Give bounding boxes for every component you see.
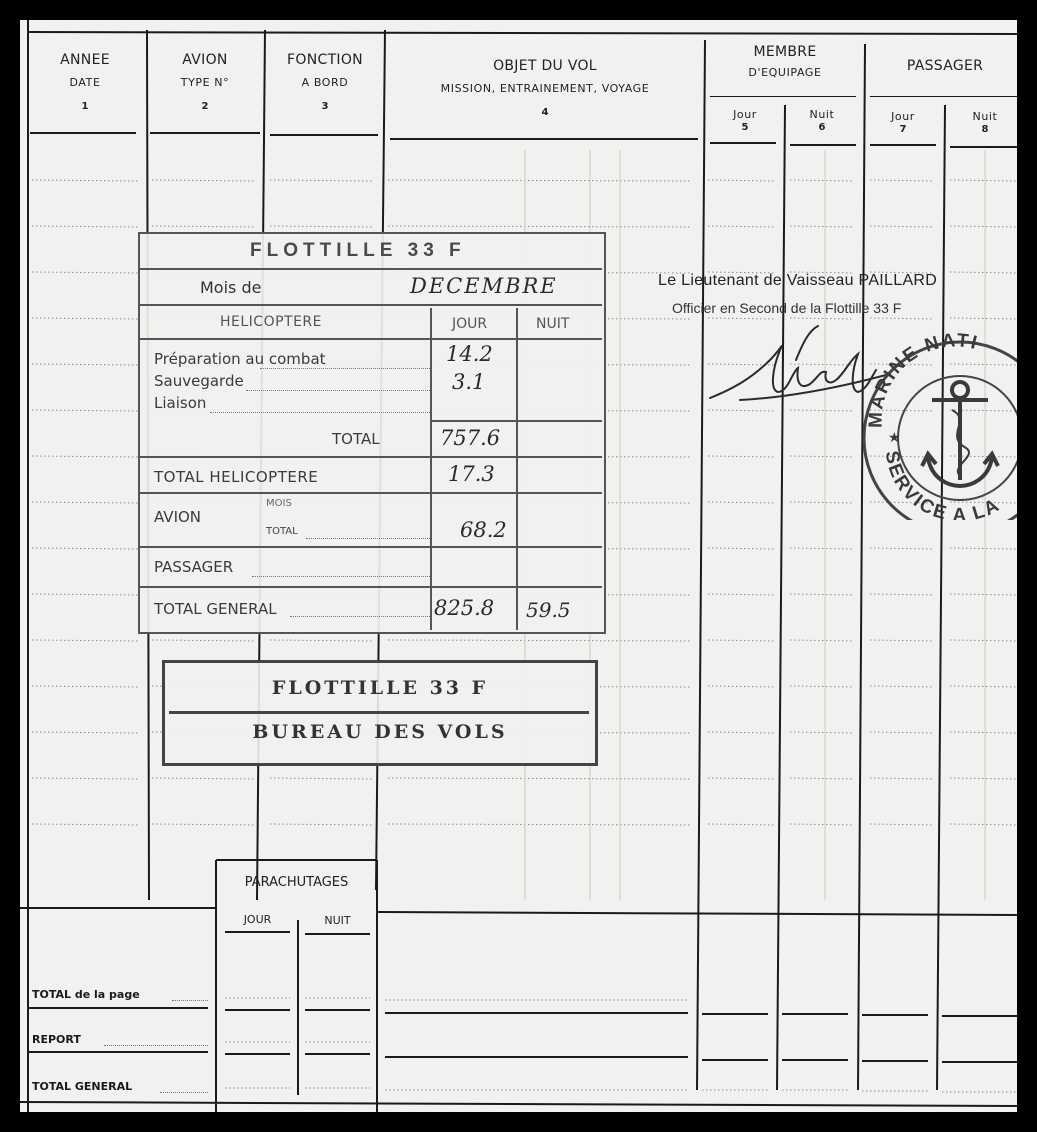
- ruled-row-line: [870, 548, 934, 549]
- col-header-annee-main: ANNEE: [60, 52, 110, 68]
- ruled-row-line: [870, 732, 934, 733]
- ruled-row-line: [32, 548, 138, 549]
- anchor-icon: [922, 382, 998, 486]
- ruled-row-line: [708, 686, 776, 687]
- stamp-col-divider: [516, 308, 518, 630]
- stamp-total-general-jour: 825.8: [434, 596, 495, 620]
- membre-nuit-num: 6: [818, 122, 826, 133]
- stamp-rule: [140, 546, 602, 548]
- col-header-annee-num: 1: [81, 101, 89, 112]
- ruled-row-line: [790, 732, 854, 733]
- membre-title: MEMBRE: [753, 44, 817, 60]
- ruled-row-line: [708, 180, 776, 181]
- stamp-row-label: Sauvegarde: [154, 372, 244, 390]
- stamp-col-divider: [430, 308, 432, 630]
- ruled-row-line: [152, 824, 256, 825]
- ruled-row-line: [708, 548, 776, 549]
- stamp-row-label: Préparation au combat: [154, 350, 326, 368]
- ruled-row-line: [388, 640, 692, 641]
- passager-jour-label: Jour: [891, 110, 915, 123]
- total-general-leader: [160, 1092, 208, 1093]
- stamp-total-jour: 757.6: [440, 426, 501, 450]
- ruled-row-line: [790, 502, 854, 503]
- stamp-leader: [306, 538, 430, 539]
- svg-text:MARINE NATI: [865, 330, 980, 428]
- ruled-row-line: [708, 732, 776, 733]
- ruled-row-line: [708, 640, 776, 641]
- ruled-row-line: [870, 318, 934, 319]
- ruled-row-line: [152, 180, 256, 181]
- ruled-row-line: [790, 548, 854, 549]
- ruled-row-line: [790, 456, 854, 457]
- col-header-objet-main: OBJET DU VOL: [493, 58, 597, 74]
- ruled-row-line: [790, 226, 854, 227]
- ruled-row-line: [870, 594, 934, 595]
- ruled-row-line: [32, 226, 138, 227]
- stamp-col-jour: JOUR: [452, 316, 488, 332]
- membre-subtitle: D'EQUIPAGE: [748, 66, 822, 79]
- stamp-leader: [260, 368, 430, 369]
- stamp-total-heli-label: TOTAL HELICOPTERE: [154, 468, 319, 486]
- col-header-avion-sub: TYPE N°: [180, 76, 230, 89]
- ruled-row-line: [32, 778, 138, 779]
- ruled-row-line: [152, 640, 256, 641]
- col-header-fonction-num: 3: [321, 101, 329, 112]
- ruled-row-line: [790, 686, 854, 687]
- stamp2-rule: [169, 711, 589, 714]
- ruled-row-line: [950, 778, 1017, 779]
- ruled-row-line: [950, 272, 1017, 273]
- ruled-row-line: [870, 824, 934, 825]
- membre-jour-num: 5: [741, 122, 749, 133]
- col-header-avion-main: AVION: [182, 52, 228, 68]
- ruled-row-line: [270, 778, 372, 779]
- officer-title: Officier en Second de la Flottille 33 F: [672, 300, 902, 316]
- ruled-row-line: [388, 778, 692, 779]
- ruled-row-line: [790, 640, 854, 641]
- total-general-label: TOTAL GENERAL: [32, 1080, 133, 1093]
- passager-nuit-num: 8: [981, 124, 989, 135]
- stamp2-line1: FLOTTILLE 33 F: [271, 677, 489, 699]
- stamp-total-heli-jour: 17.3: [448, 462, 495, 486]
- ruled-row-line: [950, 824, 1017, 825]
- ruled-row-line: [870, 180, 934, 181]
- ruled-row-line: [32, 502, 138, 503]
- total-page-leader: [172, 1000, 208, 1001]
- parachutages-nuit: NUIT: [324, 914, 351, 927]
- ruled-row-line: [708, 318, 776, 319]
- ruled-row-line: [152, 226, 256, 227]
- ruled-row-line: [32, 686, 138, 687]
- stamp-rule: [140, 586, 602, 588]
- stamp-passager-label: PASSAGER: [154, 558, 234, 576]
- stamp-total-general-label: TOTAL GENERAL: [154, 600, 277, 618]
- ruled-row-line: [790, 778, 854, 779]
- stamp-row-jour: 3.1: [452, 370, 486, 394]
- passager-title: PASSAGER: [906, 58, 984, 74]
- col-header-objet-num: 4: [541, 107, 549, 118]
- parachutages-title: PARACHUTAGES: [244, 875, 349, 890]
- ruled-row-line: [708, 594, 776, 595]
- ruled-row-line: [708, 226, 776, 227]
- ruled-row-line: [270, 226, 372, 227]
- stamp-mois-label: Mois de: [200, 278, 262, 297]
- stamp-mois-value: DECEMBRE: [410, 274, 558, 298]
- ruled-row-line: [32, 364, 138, 365]
- stamp-helicoptere-label: HELICOPTERE: [220, 314, 323, 330]
- ruled-row-line: [950, 640, 1017, 641]
- stamp-avion-total-jour: 68.2: [460, 518, 507, 542]
- ruled-row-line: [32, 824, 138, 825]
- ruled-row-line: [870, 640, 934, 641]
- ruled-row-line: [950, 548, 1017, 549]
- ruled-row-line: [388, 824, 692, 825]
- stamp-rule: [430, 420, 602, 422]
- ruled-row-line: [388, 226, 692, 227]
- ruled-row-line: [32, 732, 138, 733]
- ruled-row-line: [950, 732, 1017, 733]
- report-leader: [104, 1045, 208, 1046]
- stamp-rule: [140, 456, 602, 458]
- ruled-row-line: [870, 686, 934, 687]
- flight-summary-stamp: [138, 232, 606, 634]
- membre-nuit-label: Nuit: [809, 108, 835, 121]
- ruled-row-line: [388, 180, 692, 181]
- col-header-objet-sub: MISSION, ENTRAINEMENT, VOYAGE: [440, 82, 650, 95]
- col-header-fonction-main: FONCTION: [287, 52, 363, 68]
- total-page-label: TOTAL de la page: [32, 988, 140, 1001]
- bureau-des-vols-stamp: [162, 660, 598, 766]
- ruled-row-line: [708, 824, 776, 825]
- ruled-row-line: [870, 778, 934, 779]
- ruled-row-line: [790, 594, 854, 595]
- stamp-rule: [140, 338, 602, 340]
- ruled-row-line: [270, 180, 372, 181]
- stamp-rule: [140, 304, 602, 306]
- ruled-row-line: [270, 640, 372, 641]
- stamp-avion-total: TOTAL: [266, 526, 298, 537]
- stamp-total-general-nuit: 59.5: [526, 598, 571, 622]
- ruled-row-line: [152, 778, 256, 779]
- stamp-leader: [246, 390, 430, 391]
- marine-nationale-seal: [860, 320, 1017, 520]
- seal-top-text: MARINE NATI: [865, 330, 981, 429]
- passager-jour-num: 7: [899, 124, 907, 135]
- stamp-col-nuit: NUIT: [536, 316, 570, 332]
- passager-nuit-label: Nuit: [972, 110, 998, 123]
- ruled-row-line: [32, 272, 138, 273]
- ruled-row-line: [270, 824, 372, 825]
- report-label: REPORT: [32, 1033, 81, 1046]
- ruled-row-line: [790, 180, 854, 181]
- ruled-row-line: [32, 594, 138, 595]
- parachutages-jour: JOUR: [243, 913, 272, 926]
- stamp-leader: [210, 412, 430, 413]
- ruled-row-line: [32, 318, 138, 319]
- stamp-total-label: TOTAL: [332, 430, 380, 448]
- ruled-row-line: [32, 640, 138, 641]
- ruled-row-line: [32, 180, 138, 181]
- stamp-title: FLOTTILLE 33 F: [250, 240, 466, 261]
- ruled-row-line: [790, 318, 854, 319]
- stamp-avion-mois: MOIS: [266, 498, 292, 509]
- ruled-row-line: [950, 226, 1017, 227]
- ruled-row-line: [950, 594, 1017, 595]
- ruled-row-line: [870, 226, 934, 227]
- stamp-rule: [140, 268, 602, 270]
- svg-text:★: ★: [888, 430, 901, 446]
- ruled-row-line: [950, 318, 1017, 319]
- logbook-page: [20, 20, 1017, 1112]
- ruled-row-line: [32, 456, 138, 457]
- ruled-row-line: [708, 502, 776, 503]
- stamp-rule: [140, 492, 602, 494]
- ruled-row-line: [708, 456, 776, 457]
- stamp-avion-label: AVION: [154, 508, 202, 526]
- ruled-row-line: [708, 778, 776, 779]
- stamp-row-label: Liaison: [154, 394, 207, 412]
- ruled-row-line: [950, 180, 1017, 181]
- stamp-row-jour: 14.2: [446, 342, 493, 366]
- ruled-row-line: [790, 824, 854, 825]
- col-header-annee-sub: DATE: [69, 76, 101, 89]
- col-header-avion-num: 2: [201, 101, 209, 112]
- col-header-fonction-sub: A BORD: [301, 76, 349, 89]
- ruled-row-line: [950, 686, 1017, 687]
- ruled-row-line: [32, 410, 138, 411]
- stamp2-line2: BUREAU DES VOLS: [252, 721, 508, 743]
- stamp-leader: [252, 576, 430, 577]
- officer-name: Le Lieutenant de Vaisseau PAILLARD: [658, 272, 938, 289]
- stamp-leader: [290, 616, 430, 617]
- membre-jour-label: Jour: [733, 108, 757, 121]
- seal-bottom-text: SERVICE A LA: [880, 449, 1005, 520]
